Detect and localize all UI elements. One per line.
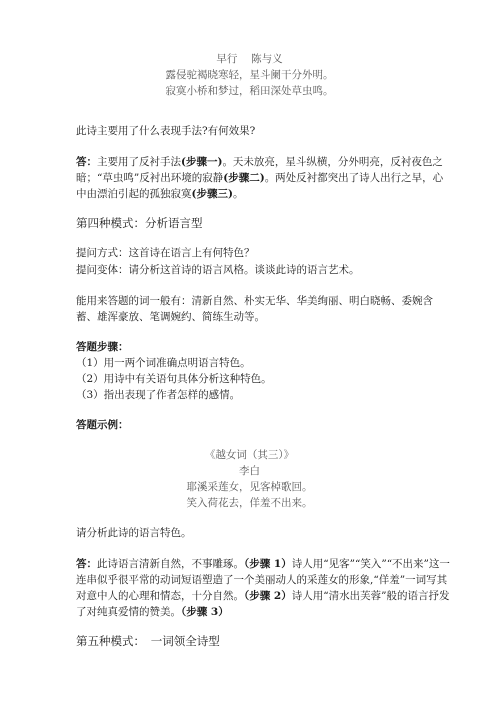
answer1-text-3: 。两处反衬都突出了诗人出行之早，心中由漂泊引起的孤独寂寞 xyxy=(76,172,444,200)
example-title: 答题示例： xyxy=(76,419,129,431)
question1: 此诗主要用了什么表现手法?有何效果? xyxy=(76,125,256,137)
step-2: （2）用诗中有关语句具体分析这种特色。 xyxy=(76,373,272,385)
ask-method: 提问方式：这首诗在语言上有何特色？ xyxy=(76,247,255,259)
poem1-header xyxy=(46,52,453,66)
answer2-step-2: （步骤 2） xyxy=(244,590,292,602)
answer1-step-3: (步骤三) xyxy=(191,188,233,200)
poem1-line2: 寂寞小桥和梦过，稻田深处草虫鸣。 xyxy=(165,85,334,97)
answer2-step-3: （步骤 3） xyxy=(181,606,229,618)
step-3: （3）指出表现了作者怎样的感情。 xyxy=(76,389,241,401)
poem2-line1: 耶溪采莲女，见客棹歌回。 xyxy=(186,481,313,493)
answer2-step-1: （步骤 1） xyxy=(244,558,292,570)
answer1-step-1: (步骤一) xyxy=(181,156,223,168)
mode4-heading: 第四种模式：分析语言型 xyxy=(76,216,203,230)
step-1: （1）用一两个词准确点明语言特色。 xyxy=(76,357,251,369)
poem2-line2: 笑入荷花去，佯羞不出来。 xyxy=(186,497,313,509)
answer1-prefix: 答： xyxy=(76,156,97,168)
answer1-text-2: 。天未放亮，星斗纵横，分外明亮，反衬夜色之暗；“草虫鸣”反衬出环境的寂静 xyxy=(76,156,443,184)
steps-title: 答题步骤： xyxy=(76,341,129,353)
poem1-author: 陈与义 xyxy=(251,53,283,65)
ask-variant: 提问变体：请分析这首诗的语言风格。谈谈此诗的语言艺术。 xyxy=(76,264,360,276)
answer1 xyxy=(76,154,453,202)
answer2-text-2: 诗人用“见客”“笑入”“不出来”这一连串似乎很平常的动词短语塑造了一个美丽动人的采莲女的形象,“佯羞”一词写其对意中人的心理和情态，十分自然。 xyxy=(76,558,450,602)
answer1-text-4: 。 xyxy=(232,188,244,200)
answer2-text-1: 此诗语言清新自然，不事雕琢。 xyxy=(97,558,244,570)
answer2-text-3: 诗人用“清水出芙蓉”般的语言抒发了对纯真爱情的赞美。 xyxy=(76,590,450,618)
question2: 请分析此诗的语言特色。 xyxy=(76,527,192,539)
poem1-title: 早行 xyxy=(216,53,238,65)
answer-words: 能用来答题的词一般有：清新自然、朴实无华、华美绚丽、明白晓畅、委婉含蓄、雄浑豪放、笔调婉约、简练生动等。 xyxy=(76,295,433,323)
answer1-text-1: 主要用了反衬手法 xyxy=(97,156,181,168)
answer2-prefix: 答： xyxy=(76,558,97,570)
poem1-line1: 露侵驼褐晓寒轻，星斗阑干分外明。 xyxy=(165,69,334,81)
answer1-step-2: (步骤二) xyxy=(223,172,265,184)
answer2 xyxy=(76,556,453,620)
mode5-heading: 第五种模式： 一词领全诗型 xyxy=(76,634,220,648)
poem2-title: 《越女词（其三）》 xyxy=(204,449,295,461)
poem2-author: 李白 xyxy=(239,465,260,477)
